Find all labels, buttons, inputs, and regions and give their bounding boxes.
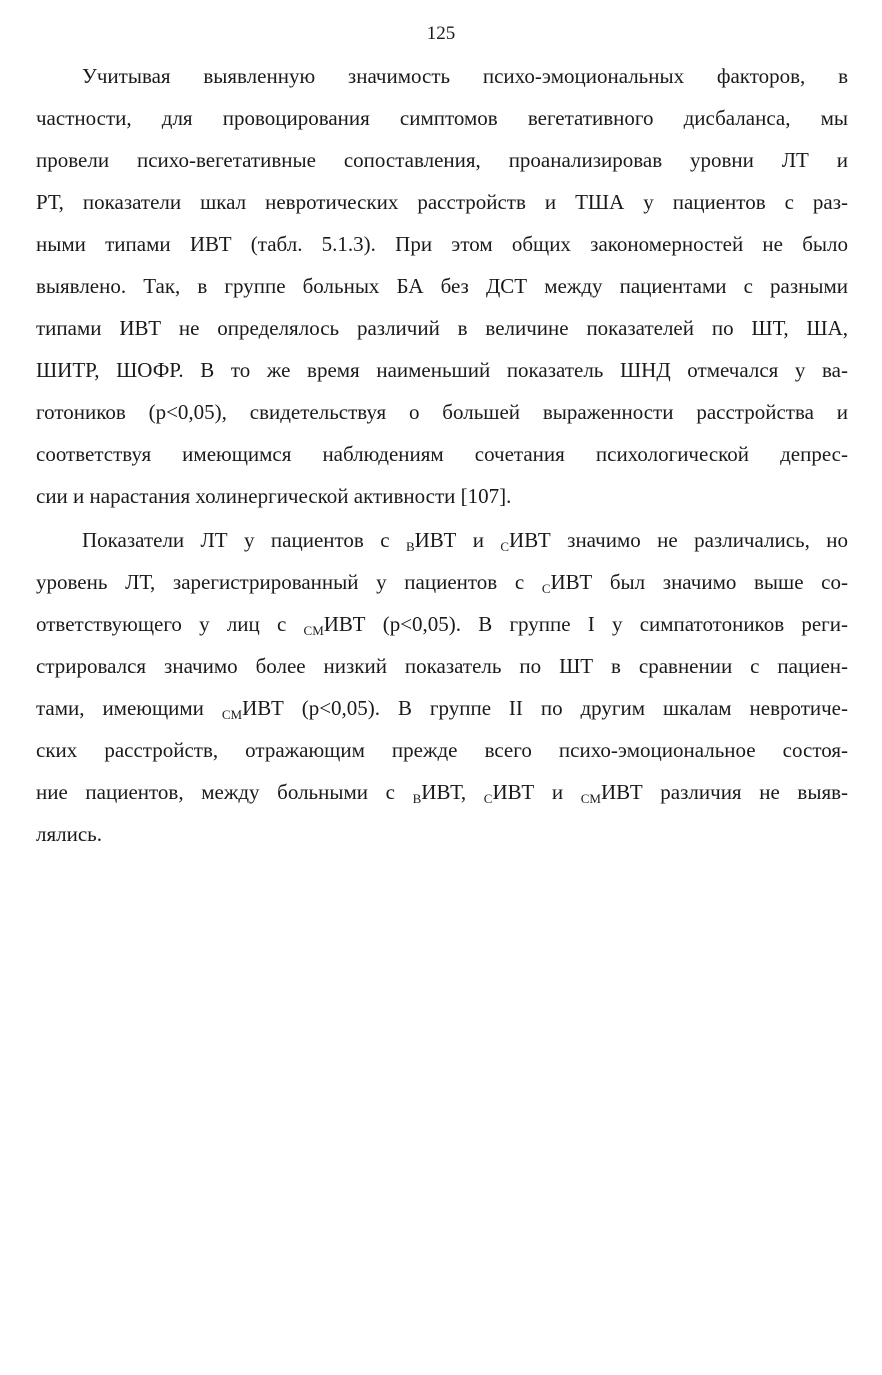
text-line bbox=[36, 519, 848, 561]
subscript: В bbox=[405, 539, 415, 554]
text-line: ными типами ИВТ (табл. 5.1.3). При этом общих закономерностей не было bbox=[36, 232, 848, 256]
subscript: СМ bbox=[303, 623, 324, 638]
text-run: ИВТ различия не выяв- bbox=[600, 780, 848, 804]
text-line bbox=[36, 603, 848, 645]
subscript: С bbox=[541, 581, 551, 596]
text-line: готоников (р<0,05), свидетельствуя о большей выраженности расстройства и bbox=[36, 400, 848, 424]
subscript: С bbox=[483, 791, 493, 806]
text-run: ИВТ (р<0,05). В группе I у симпатотоников реги- bbox=[323, 612, 848, 636]
text-line: типами ИВТ не определялось различий в величине показателей по ШТ, ША, bbox=[36, 316, 848, 340]
text-run: ответствующего у лиц с bbox=[36, 612, 304, 636]
subscript: СМ bbox=[221, 707, 243, 722]
text-line: выявлено. Так, в группе больных БА без ДСТ между пациентами с разными bbox=[36, 274, 848, 298]
page-number: 125 bbox=[426, 23, 456, 44]
text-run: ских расстройств, отражающим прежде всего психо-эмоциональное состоя- bbox=[36, 738, 848, 762]
text-run: Показатели ЛТ у пациентов с bbox=[82, 528, 406, 552]
subscript: СМ bbox=[580, 791, 601, 806]
text-line: РТ, показатели шкал невротических расстройств и ТША у пациентов с раз- bbox=[36, 190, 848, 214]
text-run: ние пациентов, между больными с bbox=[36, 780, 413, 804]
text-line: провели психо-вегетативные сопоставления, проанализировав уровни ЛТ и bbox=[36, 148, 848, 172]
text-run: ИВТ значимо не различались, но bbox=[509, 528, 848, 552]
text-run: тами, имеющими bbox=[36, 696, 222, 720]
text-run: лялись. bbox=[36, 822, 103, 846]
text-line bbox=[36, 561, 848, 603]
subscript: С bbox=[500, 539, 510, 554]
text-line: соответствуя имеющимся наблюдениям сочетания психологической депрес- bbox=[36, 442, 848, 466]
text-line: Учитывая выявленную значимость психо-эмоциональных факторов, в bbox=[82, 64, 848, 88]
paragraph-lt-indicators bbox=[36, 519, 848, 855]
text-run: ИВТ, bbox=[421, 780, 484, 804]
text-line bbox=[36, 771, 848, 813]
text-run: ИВТ (р<0,05). В группе II по другим шкалам невротиче- bbox=[242, 696, 848, 720]
text-line: сии и нарастания холинергической активности [107]. bbox=[36, 484, 512, 508]
text-run: ИВТ и bbox=[414, 528, 501, 552]
text-run: ИВТ и bbox=[492, 780, 581, 804]
text-line bbox=[36, 645, 848, 687]
text-line bbox=[36, 687, 848, 729]
text-line bbox=[36, 729, 848, 771]
text-run: ИВТ был значимо выше со- bbox=[550, 570, 848, 594]
text-run: уровень ЛТ, зарегистрированный у пациентов с bbox=[36, 570, 542, 594]
text-line bbox=[36, 813, 848, 855]
paragraph-psycho-vegetative bbox=[36, 55, 848, 517]
text-run: стрировался значимо более низкий показатель по ШТ в сравнении с пациен- bbox=[36, 654, 848, 678]
text-line: частности, для провоцирования симптомов вегетативного дисбаланса, мы bbox=[36, 106, 848, 130]
subscript: В bbox=[412, 791, 422, 806]
text-line: ШИТР, ШОФР. В то же время наименьший показатель ШНД отмечался у ва- bbox=[36, 358, 848, 382]
